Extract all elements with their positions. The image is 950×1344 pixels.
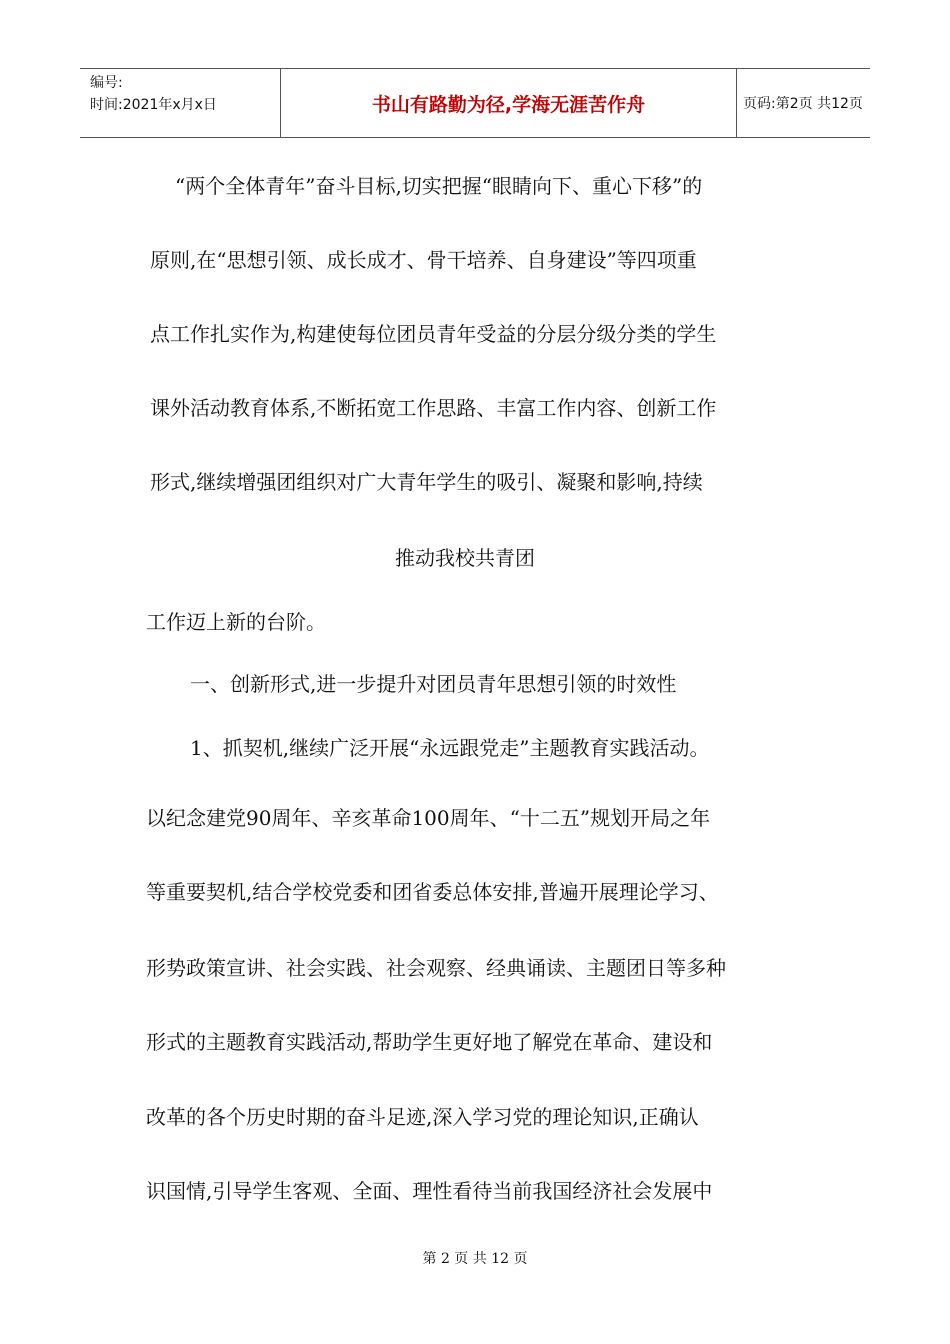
header-meta <box>80 69 280 137</box>
body-line: 形式的主题教育实践活动,帮助学生更好地了解党在革命、建设和 <box>146 1030 713 1054</box>
body-line: 课外活动教育体系,不断拓宽工作思路、丰富工作内容、创新工作 <box>150 396 717 420</box>
document-number-label: 编号: <box>90 75 123 91</box>
body-line: 形势政策宣讲、社会实践、社会观察、经典诵读、主题团日等多种 <box>146 956 726 980</box>
header-slogan-cell <box>280 69 737 137</box>
body-line: 识国情,引导学生客观、全面、理性看待当前我国经济社会发展中 <box>146 1179 713 1203</box>
body-line: 等重要契机,结合学校党委和团省委总体安排,普遍开展理论学习、 <box>146 880 719 904</box>
document-header <box>80 68 870 138</box>
body-line: 改革的各个历史时期的奋斗足迹,深入学习党的理论知识,正确认 <box>146 1105 699 1129</box>
subsection-heading: 1、抓契机,继续广泛开展“永远跟党走”主题教育实践活动。 <box>190 736 710 760</box>
body-line: 原则,在“思想引领、成长成才、骨干培养、自身建设”等四项重 <box>150 248 697 272</box>
header-page-info-cell <box>737 69 870 137</box>
body-line: 推动我校共青团 <box>395 546 535 570</box>
body-line: 形式,继续增强团组织对广大青年学生的吸引、凝聚和影响,持续 <box>150 470 703 494</box>
header-page-info: 页码:第2页 共12页 <box>743 96 863 112</box>
body-line: 点工作扎实作为,构建使每位团员青年受益的分层分级分类的学生 <box>150 322 717 346</box>
header-slogan: 书山有路勤为径,学海无涯苦作舟 <box>371 93 646 116</box>
body-line: 工作迈上新的台阶。 <box>146 610 326 634</box>
body-line: 以纪念建党90周年、辛亥革命100周年、“十二五”规划开局之年 <box>146 806 711 830</box>
section-heading: 一、创新形式,进一步提升对团员青年思想引领的时效性 <box>190 672 677 696</box>
body-line: “两个全体青年”奋斗目标,切实把握“眼睛向下、重心下移”的 <box>175 174 703 198</box>
page-footer: 第 2 页 共 12 页 <box>422 1251 528 1267</box>
document-date: 时间:2021年x月x日 <box>90 97 217 113</box>
